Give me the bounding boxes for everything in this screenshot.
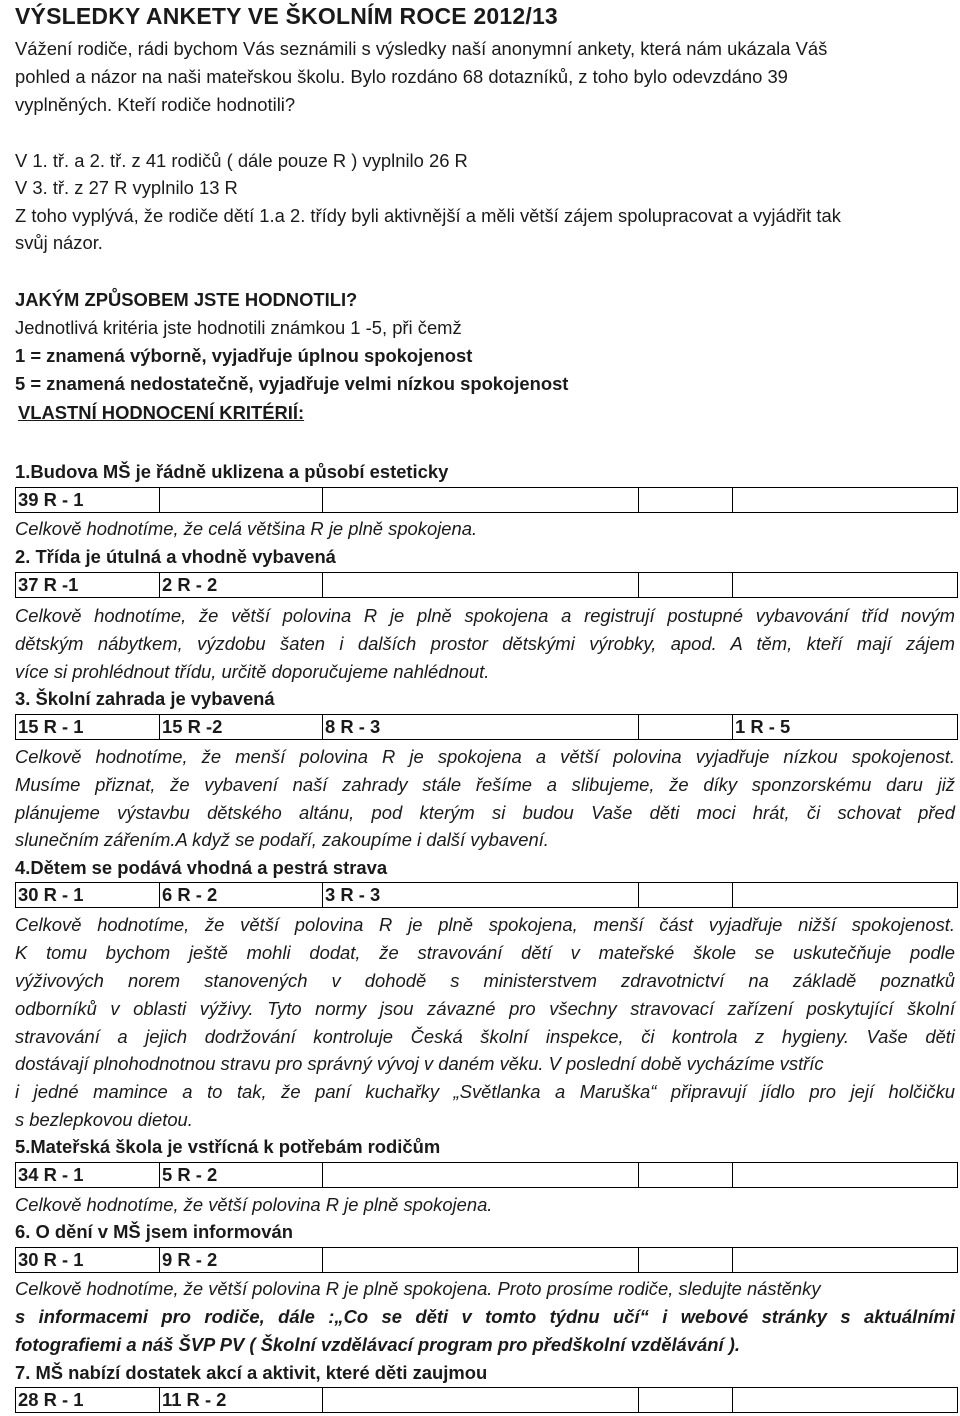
criterion-2-ratings-table <box>15 572 958 598</box>
criterion-4-comment-line-3: výživových norem stanovených v dohodě s ministerstvem zdravotnictví na základě poznatků <box>15 970 955 991</box>
rating-cell-3: 8 R - 3 <box>323 715 639 740</box>
rating-cell-4 <box>639 715 733 740</box>
rating-cell-1: 34 R - 1 <box>16 1163 160 1188</box>
rating-cell-3 <box>323 1248 639 1273</box>
rating-cell-5 <box>733 573 958 598</box>
intro-line-2: pohled a názor na naši mateřskou školu. Bylo rozdáno 68 dotazníků, z toho bylo odevzdáno 39 <box>15 66 788 87</box>
criterion-5-heading: 5.Mateřská škola je vstřícná k potřebám rodičům <box>15 1136 441 1157</box>
rating-cell-5 <box>733 1388 958 1413</box>
rating-cell-2: 11 R - 2 <box>160 1388 323 1413</box>
stats-line-3: Z toho vyplývá, že rodiče dětí 1.a 2. třídy byli aktivnější a měli větší zájem spolupracovat a vyjádřit tak <box>15 205 841 226</box>
rating-cell-4 <box>639 1163 733 1188</box>
rating-cell-5 <box>733 488 958 513</box>
criterion-1-heading: 1.Budova MŠ je řádně uklizena a působí esteticky <box>15 461 449 482</box>
stats-line-1: V 1. tř. a 2. tř. z 41 rodičů ( dále pouze R ) vyplnilo 26 R <box>15 150 468 171</box>
rating-cell-2: 6 R - 2 <box>160 883 323 908</box>
criterion-4-comment-line-4: odborníků v oblasti výživy. Tyto normy jsou závazné pro všechny stravovací zařízení poskytující školní <box>15 998 955 1019</box>
rating-cell-1: 30 R - 1 <box>16 883 160 908</box>
criterion-4-heading: 4.Dětem se podává vhodná a pestrá strava <box>15 857 388 878</box>
intro-line-1: Vážení rodiče, rádi bychom Vás seznámili s výsledky naší anonymní ankety, která nám ukázala Váš <box>15 38 828 59</box>
rating-cell-1: 30 R - 1 <box>16 1248 160 1273</box>
criterion-6-comment-line-3: fotografiemi a náš ŠVP PV ( Školní vzdělávací program pro předškolní vzdělávání ). <box>15 1334 740 1355</box>
rating-cell-5 <box>733 883 958 908</box>
rating-cell-5 <box>733 1248 958 1273</box>
criterion-6-ratings-table <box>15 1247 958 1273</box>
rating-cell-4 <box>639 488 733 513</box>
criterion-2-comment-line-2: dětským nábytkem, výzdobu šaten i dalších prostor dětskými výrobky, apod. A těm, kteří mají zájem <box>15 633 955 654</box>
rating-cell-3 <box>323 488 639 513</box>
rating-cell-1: 15 R - 1 <box>16 715 160 740</box>
rating-cell-5: 1 R - 5 <box>733 715 958 740</box>
criterion-3-comment-line-3: plánujeme výstavbu dětského altánu, pod kterým si budou Vaše děti moci hrát, či schovat před <box>15 802 955 823</box>
rating-cell-4 <box>639 573 733 598</box>
rating-cell-3 <box>323 573 639 598</box>
criterion-3-ratings-table <box>15 714 958 740</box>
rating-cell-1: 39 R - 1 <box>16 488 160 513</box>
criterion-7-ratings-table <box>15 1387 958 1413</box>
method-line-2: 1 = znamená výborně, vyjadřuje úplnou spokojenost <box>15 345 473 366</box>
criterion-4-ratings-table <box>15 882 958 908</box>
intro-line-3: vyplněných. Kteří rodiče hodnotili? <box>15 94 296 115</box>
criterion-5-comment-line-1: Celkově hodnotíme, že větší polovina R je plně spokojena. <box>15 1194 493 1215</box>
criterion-3-comment-line-2: Musíme přiznat, že vybavení naší zahrady stále řešíme a slibujeme, že díky sponzorskému daru již <box>15 774 955 795</box>
rating-cell-1: 28 R - 1 <box>16 1388 160 1413</box>
criterion-2-comment-line-1: Celkově hodnotíme, že větší polovina R je plně spokojena a registrují postupné vybavování tříd novým <box>15 605 955 626</box>
criterion-2-comment-line-3: více si prohlédnout třídu, určitě doporučujeme nahlédnout. <box>15 661 490 682</box>
criterion-4-comment-line-5: stravování a jejich dodržování kontroluje Česká školní inspekce, či kontrola z hygieny. Vaše děti <box>15 1026 955 1047</box>
criterion-6-comment-line-1: Celkově hodnotíme, že větší polovina R je plně spokojena. Proto prosíme rodiče, sledujte nástěnky <box>15 1278 821 1299</box>
criterion-5-ratings-table <box>15 1162 958 1188</box>
criterion-7-heading: 7. MŠ nabízí dostatek akcí a aktivit, které děti zaujmou <box>15 1362 488 1383</box>
stats-line-4: svůj názor. <box>15 232 103 253</box>
rating-cell-4 <box>639 1248 733 1273</box>
criterion-4-comment-line-1: Celkově hodnotíme, že větší polovina R je plně spokojena, menší část vyjadřuje nižší spokojenost. <box>15 914 955 935</box>
page-title: VÝSLEDKY ANKETY VE ŠKOLNÍM ROCE 2012/13 <box>15 3 558 29</box>
method-line-1: Jednotlivá kritéria jste hodnotili známkou 1 -5, při čemž <box>15 317 462 338</box>
method-line-3: 5 = znamená nedostatečně, vyjadřuje velmi nízkou spokojenost <box>15 373 569 394</box>
stats-line-2: V 3. tř. z 27 R vyplnilo 13 R <box>15 177 238 198</box>
criterion-4-comment-line-6: dostávají plnohodnotnou stravu pro správný vývoj v daném věku. V poslední době vycházíme vstříc <box>15 1053 824 1074</box>
criterion-3-heading: 3. Školní zahrada je vybavená <box>15 688 275 709</box>
rating-cell-2: 15 R -2 <box>160 715 323 740</box>
rating-cell-2 <box>160 488 323 513</box>
criterion-2-heading: 2. Třída je útulná a vhodně vybavená <box>15 546 336 567</box>
criterion-1-ratings-table <box>15 487 958 513</box>
criterion-1-comment-line-1: Celkově hodnotíme, že celá většina R je plně spokojena. <box>15 518 478 539</box>
criterion-4-comment-line-2: K tomu bychom ještě mohli dodat, že stravování dětí v mateřské škole se uskutečňuje podle <box>15 942 955 963</box>
criterion-6-comment-line-2: s informacemi pro rodiče, dále :„Co se děti v tomto týdnu učí“ i webové stránky s aktuálními <box>15 1306 955 1327</box>
rating-cell-4 <box>639 1388 733 1413</box>
criterion-6-heading: 6. O dění v MŠ jsem informován <box>15 1221 293 1242</box>
rating-cell-3 <box>323 1388 639 1413</box>
criterion-3-comment-line-1: Celkově hodnotíme, že menší polovina R je spokojena a větší polovina vyjadřuje nízkou spokojenost. <box>15 746 955 767</box>
rating-cell-4 <box>639 883 733 908</box>
rating-cell-3: 3 R - 3 <box>323 883 639 908</box>
criterion-3-comment-line-4: slunečním zářením.A když se podaří, zakoupíme i další vybavení. <box>15 829 549 850</box>
criterion-4-comment-line-7: i jedné mamince a to tak, že paní kuchařky „Světlanka a Maruška“ připravují jídlo pro její holčičku <box>15 1081 955 1102</box>
method-heading: JAKÝM ZPŮSOBEM JSTE HODNOTILI? <box>15 289 358 310</box>
rating-cell-2: 9 R - 2 <box>160 1248 323 1273</box>
rating-cell-2: 5 R - 2 <box>160 1163 323 1188</box>
rating-cell-1: 37 R -1 <box>16 573 160 598</box>
criterion-4-comment-line-8: s bezlepkovou dietou. <box>15 1109 193 1130</box>
criteria-heading: VLASTNÍ HODNOCENÍ KRITÉRIÍ: <box>18 402 305 423</box>
rating-cell-5 <box>733 1163 958 1188</box>
rating-cell-2: 2 R - 2 <box>160 573 323 598</box>
rating-cell-3 <box>323 1163 639 1188</box>
